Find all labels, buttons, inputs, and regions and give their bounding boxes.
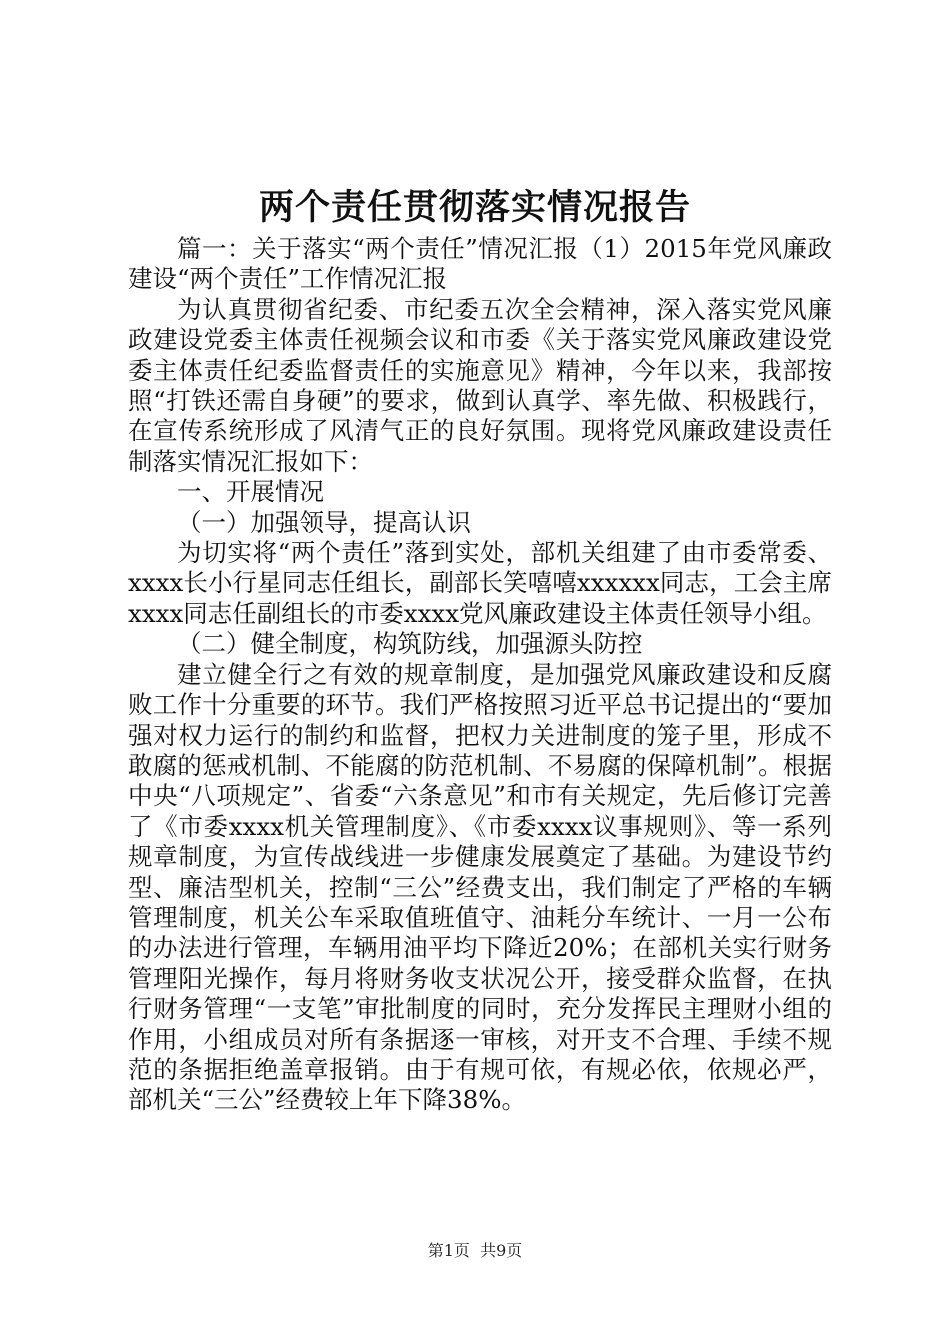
subsection-heading: （二）健全制度，构筑防线，加强源头防控 <box>177 629 643 659</box>
paragraph-intro: 篇一：关于落实“两个责任”情况汇报（1）2015年党风廉政建设“两个责任”工作情况汇报 <box>128 234 832 294</box>
page-title: 两个责任贯彻落实情况报告 <box>258 187 691 228</box>
page-number: 第1页 <box>427 1241 470 1260</box>
page-footer <box>0 1241 950 1261</box>
paragraph-overview: 为认真贯彻省纪委、市纪委五次全会精神，深入落实党风廉政建设党委主体责任视频会议和市委《关于落实党风廉政建设党委主体责任纪委监督责任的实施意见》精神，今年以来，我部按照“打铁还需自身硬”的要求，做到认真学、率先做、积极践行，在宣传系统形成了风清气正的良好氛围。现将党风廉政建设责任制落实情况汇报如下： <box>128 294 832 476</box>
paragraph-system: 建立健全行之有效的规章制度，是加强党风廉政建设和反腐败工作十分重要的环节。我们严格按照习近平总书记提出的“要加强对权力运行的制约和监督，把权力关进制度的笼子里，形成不敢腐的惩戒机制、不能腐的防范机制、不易腐的保障机制”。根据中央“八项规定”、省委“六条意见”和市有关规定，先后修订完善了《市委xxxx机关管理制度》、《市委xxxx议事规则》、等一系列规章制度，为宣传战线进一步健康发展奠定了基础。为建设节约型、廉洁型机关，控制“三公”经费支出，我们制定了严格的车辆管理制度，机关公车采取值班值守、油耗分车统计、一月一公布的办法进行管理，车辆用油平均下降近20%；在部机关实行财务管理阳光操作，每月将财务收支状况公开，接受群众监督，在执行财务管理“一支笔”审批制度的同时，充分发挥民主理财小组的作用，小组成员对所有条据逐一审核，对开支不合理、手续不规范的条据拒绝盖章报销。由于有规可依，有规必依，依规必严，部机关“三公”经费较上年下降38%。 <box>128 659 832 1115</box>
document-body <box>128 234 832 1116</box>
subsection-heading: （一）加强领导，提高认识 <box>177 507 471 537</box>
section-heading: 一、开展情况 <box>177 477 324 507</box>
footer-separator <box>470 1241 480 1260</box>
paragraph-leadership: 为切实将“两个责任”落到实处，部机关组建了由市委常委、xxxx长小行星同志任组长，副部长笑嘻嘻xxxxxx同志，工会主席xxxx同志任副组长的市委xxxx党风廉政建设主体责任领导小组。 <box>128 538 832 628</box>
page-total: 共9页 <box>480 1241 523 1260</box>
